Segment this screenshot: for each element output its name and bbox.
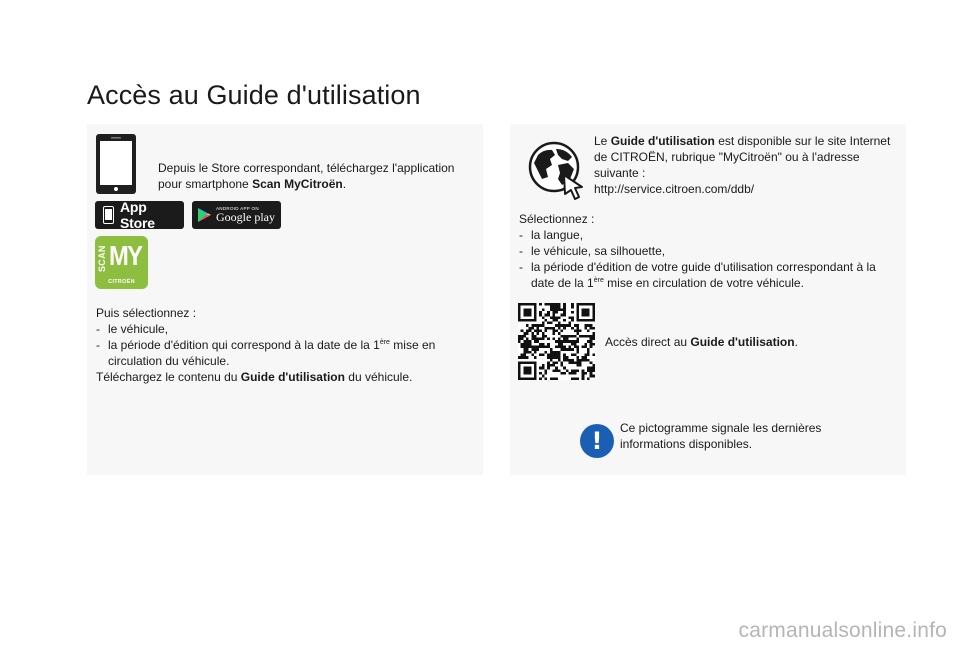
web-url[interactable]: http://service.citroen.com/ddb/ — [594, 182, 755, 196]
download-prefix: Téléchargez le contenu du — [96, 370, 241, 384]
left-select-heading: Puis sélectionnez : — [96, 306, 197, 320]
list-item-text: la période d'édition qui correspond à la date de la 1 — [108, 338, 380, 352]
list-item — [96, 321, 466, 337]
app-intro-prefix: Depuis le Store correspondant, téléchargez l'application pour smartphone — [158, 161, 455, 191]
right-select-heading: Sélectionnez : — [519, 212, 595, 226]
list-item — [519, 243, 894, 259]
left-select-list — [96, 321, 466, 369]
download-text — [96, 369, 466, 385]
list-item-text: le véhicule, sa silhouette, — [531, 244, 666, 258]
google-play-icon — [198, 208, 211, 222]
list-item-text: la période d'édition de votre guide d'utilisation correspondant à la date de la 1 — [531, 260, 876, 290]
right-panel — [510, 124, 906, 475]
list-item — [519, 227, 894, 243]
web-rest: est disponible sur le site Internet de CITROËN, rubrique "MyCitroën" ou à l'adresse suivante : — [594, 134, 891, 180]
list-item — [96, 337, 466, 369]
app-store-label: App Store — [120, 199, 155, 231]
web-access-text — [594, 133, 894, 197]
google-play-top-label: ANDROID APP ON — [216, 205, 259, 211]
right-select-list — [519, 227, 894, 291]
web-prefix: Le — [594, 134, 611, 148]
list-item-sup: ère — [379, 339, 390, 346]
smartphone-icon — [95, 133, 137, 195]
info-exclamation-icon — [580, 424, 614, 458]
apple-icon — [103, 206, 114, 224]
list-item-rest: mise en circulation de votre véhicule. — [603, 276, 804, 290]
qr-suffix: . — [794, 335, 798, 349]
watermark: carmanualsonline.info — [738, 619, 947, 642]
qr-guide-name: Guide d'utilisation — [690, 335, 795, 349]
list-item-text: la langue, — [531, 228, 584, 242]
app-intro-suffix: . — [342, 177, 347, 191]
qr-prefix: Accès direct au — [605, 335, 691, 349]
download-suffix: du véhicule. — [344, 370, 413, 384]
right-instructions — [519, 211, 894, 291]
app-icon-brand: CITROËN — [108, 279, 135, 285]
google-play-badge[interactable] — [192, 201, 281, 229]
globe-cursor-icon — [528, 141, 588, 201]
web-guide-name: Guide d'utilisation — [610, 134, 715, 148]
page-title: Accès au Guide d'utilisation — [87, 80, 421, 110]
info-text: Ce pictogramme signale les dernières informations disponibles. — [620, 421, 822, 451]
google-play-label: Google play — [216, 210, 275, 225]
list-item — [519, 259, 894, 291]
list-item-sup: ère — [593, 277, 604, 284]
download-guide-name: Guide d'utilisation — [240, 370, 345, 384]
app-name: Scan MyCitroën — [252, 177, 343, 191]
app-icon-scan: SCAN — [97, 245, 107, 272]
list-item-text: le véhicule, — [108, 322, 169, 336]
app-icon-my: MY — [109, 240, 142, 271]
list-item-rest: mise en circulation du véhicule. — [108, 338, 436, 368]
qr-code-icon[interactable] — [518, 303, 595, 380]
app-store-badge[interactable] — [95, 201, 184, 229]
info-glyph: ! — [591, 427, 603, 455]
qr-access-text — [605, 334, 895, 350]
left-panel — [87, 124, 483, 475]
app-intro-text — [158, 160, 468, 192]
left-instructions — [96, 305, 466, 385]
scan-mycitroen-app-icon — [95, 236, 148, 289]
